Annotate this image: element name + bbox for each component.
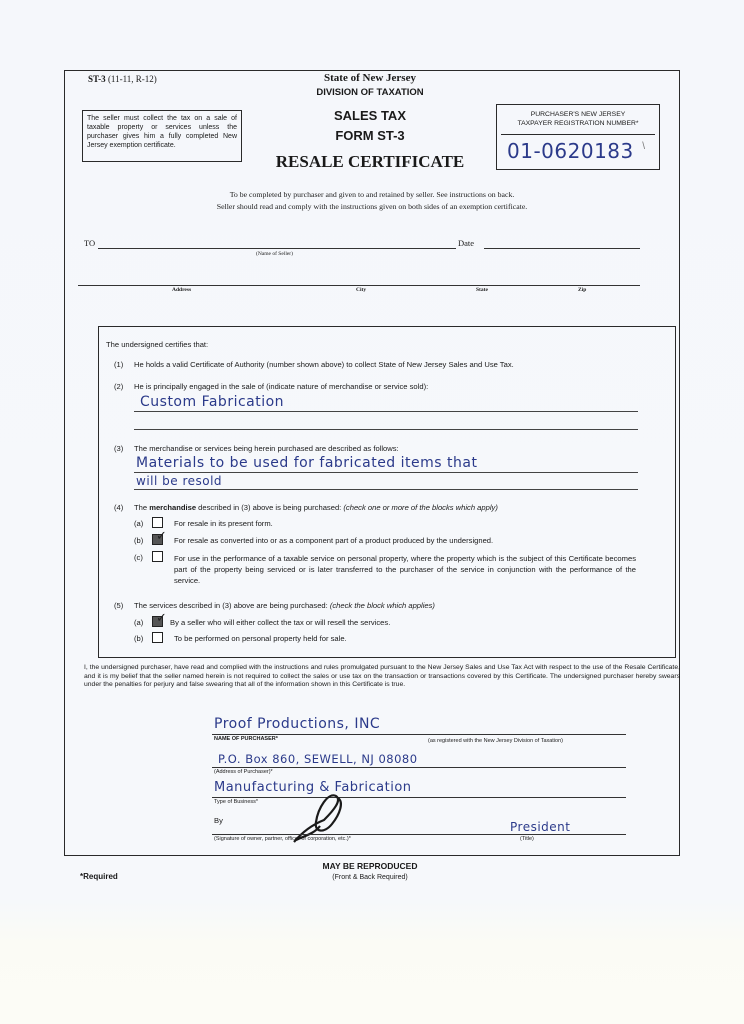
- state-name: State of New Jersey: [324, 72, 416, 84]
- seller-name-caption: (Name of Seller): [256, 251, 293, 257]
- item-2-number: (2): [114, 382, 124, 391]
- item-3-value-line-2[interactable]: will be resold: [136, 474, 223, 488]
- form-code: [88, 74, 157, 84]
- item-3-number: (3): [114, 444, 124, 453]
- purchaser-address-caption: (Address of Purchaser)*: [214, 769, 273, 775]
- item-3-line-1: [134, 472, 638, 473]
- zip-caption: Zip: [578, 287, 587, 293]
- purchaser-name-line: [212, 734, 626, 735]
- item-4-number: (4): [114, 503, 124, 512]
- business-type-line: [212, 797, 626, 798]
- form-code-id: ST-3: [88, 74, 106, 84]
- by-label: By: [214, 816, 223, 825]
- city-caption: City: [356, 287, 367, 293]
- title-caption: (Title): [520, 836, 534, 842]
- business-type-value[interactable]: Manufacturing & Fabrication: [214, 780, 412, 795]
- option-5a-label: By a seller who will either collect the tax or will resell the services.: [170, 618, 391, 627]
- item-4-text: The merchandise described in (3) above is being purchased: (check one or more of the blocks which apply): [134, 503, 498, 512]
- instructions-line-2: Seller should read and comply with the instructions given on both sides of an exemption certificate.: [216, 202, 528, 211]
- option-4b-letter: (b): [134, 536, 144, 545]
- option-5b-letter: (b): [134, 634, 144, 643]
- purchaser-name-value[interactable]: Proof Productions, INC: [214, 716, 381, 732]
- option-4c-label: For use in the performance of a taxable service on personal property, where the property which is the subject of this Certificate becomes part of the property being serviced or is later transferred to the purchaser of the service in conjunction with the performance of the service.: [174, 554, 636, 585]
- signature-caption: (Signature of owner, partner, officer of corporation, etc.)*: [214, 836, 351, 842]
- seller-name-field[interactable]: [98, 248, 456, 249]
- option-4c-checkbox[interactable]: [152, 551, 163, 562]
- option-5b-label: To be performed on personal property held for sale.: [174, 634, 347, 643]
- option-5b-checkbox[interactable]: [152, 632, 163, 643]
- option-4a-letter: (a): [134, 519, 144, 528]
- business-type-caption: Type of Business*: [214, 799, 259, 805]
- option-5a-letter: (a): [134, 618, 144, 627]
- item-2-value[interactable]: Custom Fabrication: [140, 394, 285, 410]
- purchaser-name-note: (as registered with the New Jersey Division of Taxation): [428, 738, 564, 744]
- purchaser-address-line: [212, 767, 626, 768]
- title-value[interactable]: President: [510, 820, 571, 834]
- state-caption: State: [476, 287, 488, 293]
- form-name: FORM ST-3: [335, 128, 405, 143]
- page-title: RESALE CERTIFICATE: [275, 152, 465, 171]
- seller-address-field[interactable]: [78, 285, 640, 286]
- option-4a-label: For resale in its present form.: [174, 519, 273, 528]
- form-revision: (11-11, R-12): [107, 74, 157, 84]
- item-1-number: (1): [114, 360, 124, 369]
- signature-line: [212, 834, 626, 835]
- required-note: *Required: [80, 872, 118, 881]
- to-label: TO: [84, 238, 96, 248]
- date-label: Date: [458, 238, 475, 248]
- sales-tax-heading: SALES TAX: [334, 108, 406, 123]
- item-5-text: The services described in (3) above are being purchased: (check the block which applies): [134, 601, 435, 610]
- item-1-text: He holds a valid Certificate of Authority (number shown above) to collect State of New Jersey Sales and Use Tax.: [134, 360, 514, 369]
- item-2-line-1: [134, 411, 638, 412]
- item-3-text: The merchandise or services being herein purchased are described as follows:: [134, 444, 399, 453]
- certification-intro: The undersigned certifies that:: [106, 340, 209, 349]
- item-3-line-2: [134, 489, 638, 490]
- registration-divider: [501, 134, 655, 135]
- registration-number-box: [496, 104, 660, 170]
- declaration-text: I, the undersigned purchaser, have read and complied with the instructions and rules promulgated pursuant to the New Jersey Sales and Use Tax Act with respect to the use of the Resale Certificate, and it is my belief that the seller named herein is not required to collect the sales or use tax on the transaction or transactions covered by this Certificate. The undersigned purchaser hereby swears under the penalties for perjury and false swearing that all of the information shown in this Certificate is true.: [84, 664, 680, 689]
- may-be-reproduced: MAY BE REPRODUCED: [322, 861, 418, 871]
- checkmark-icon: ✓: [156, 528, 167, 543]
- registration-label: PURCHASER'S NEW JERSEY TAXPAYER REGISTRATION NUMBER*: [517, 111, 639, 127]
- item-5-number: (5): [114, 601, 124, 610]
- stray-mark: \: [642, 141, 645, 152]
- seller-notice-box: The seller must collect the tax on a sale of taxable property or services unless the purchaser gives him a fully completed New Jersey exemption certificate.: [82, 110, 242, 162]
- option-4a-checkbox[interactable]: [152, 517, 163, 528]
- registration-number-field[interactable]: 01-0620183: [507, 139, 634, 163]
- item-2-line-2: [134, 429, 638, 430]
- address-caption: Address: [172, 287, 192, 293]
- division-name: DIVISION OF TAXATION: [316, 87, 424, 98]
- front-back-required: (Front & Back Required): [332, 874, 408, 881]
- item-3-value-line-1[interactable]: Materials to be used for fabricated items that: [136, 455, 478, 471]
- option-4c-letter: (c): [134, 553, 143, 562]
- purchaser-address-value[interactable]: P.O. Box 860, SEWELL, NJ 08080: [218, 752, 418, 766]
- option-4b-label: For resale as converted into or as a component part of a product produced by the undersigned.: [174, 536, 494, 545]
- item-2-text: He is principally engaged in the sale of (indicate nature of merchandise or service sold):: [134, 382, 429, 391]
- date-field[interactable]: [484, 248, 640, 249]
- purchaser-name-caption: NAME OF PURCHASER*: [214, 736, 278, 742]
- instructions-line-1: To be completed by purchaser and given to and retained by seller. See instructions on back.: [229, 190, 515, 199]
- checkmark-icon: ✓: [156, 610, 167, 625]
